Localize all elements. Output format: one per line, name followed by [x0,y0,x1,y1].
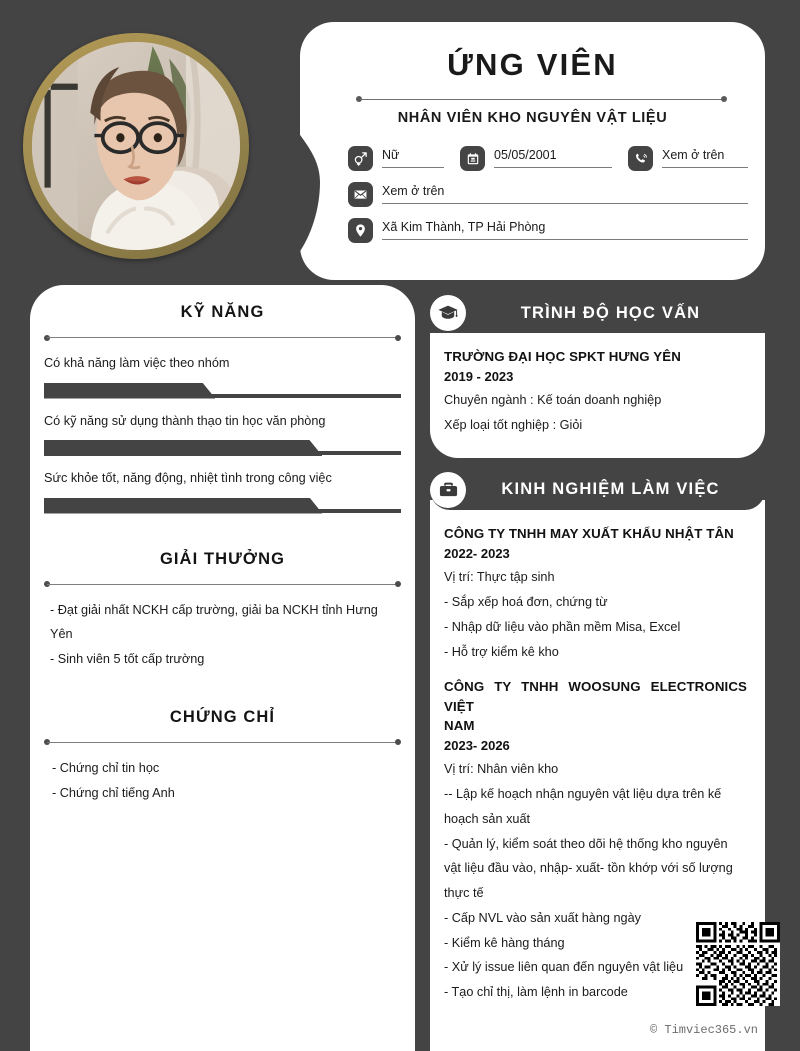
awards-divider [44,581,401,588]
contact-row-email [348,182,748,207]
education-panel [430,333,765,458]
job-duty: -- Lập kế hoạch nhận nguyên vật liệu dựa trên kế hoạch sản xuất [444,786,722,826]
divider-dot-right [395,739,401,745]
divider-dot-right [721,96,727,102]
education-grade: Xếp loại tốt nghiệp : Giỏi [444,418,583,433]
job-gap [444,664,747,677]
certificates-divider [44,739,401,746]
job-position: Vị trí: Thực tập sinh [444,570,555,585]
job-duty: - Nhập dữ liệu vào phần mềm Misa, Excel [444,619,681,634]
envelope-icon [348,182,373,207]
contact-row-address [348,218,748,243]
skill-bar [44,498,401,514]
skill-label: Có kỹ năng sử dụng thành thạo tin học văn phòng [44,413,326,428]
awards-title: GIẢI THƯỞNG [159,549,286,568]
divider-line [47,337,398,338]
phone-icon [628,146,653,171]
section-gap [430,458,765,470]
phone-value: Xem ở trên [662,146,748,168]
job-duty: - Cấp NVL vào sản xuất hàng ngày [444,910,642,925]
certificate-item: - Chứng chỉ tin học [52,760,160,775]
avatar-image [32,42,240,250]
title-divider [356,96,727,103]
certificates-title: CHỨNG CHỈ [169,707,276,726]
skill-label: Sức khỏe tốt, năng động, nhiệt tình trong công việc [44,471,332,485]
skill-bar-fill [44,440,322,456]
address-value: Xã Kim Thành, TP Hải Phòng [382,218,748,240]
gender-value: Nữ [382,146,444,168]
gender-icon [348,146,373,171]
divider-line [47,584,398,585]
divider-line [47,742,398,743]
qr-code-icon [696,922,780,1006]
experience-header [430,470,765,510]
skill-bar-fill [44,383,215,399]
divider-dot-right [395,335,401,341]
graduation-cap-icon [430,295,466,331]
skill-bar [44,383,401,399]
job-company: CÔNG TY TNHH WOOSUNG ELECTRONICS VIỆT [444,679,747,714]
education-major: Chuyên ngành : Kế toán doanh nghiệp [444,393,662,408]
job-duty: - Tạo chỉ thị, làm lệnh in barcode [444,985,628,1000]
divider-dot-right [395,581,401,587]
calendar-icon [460,146,485,171]
education-title: TRÌNH ĐỘ HỌC VẤN [520,303,701,322]
skills-divider [44,334,401,341]
certificates-section [44,690,401,806]
job-position: Vị trí: Nhân viên kho [444,762,559,777]
job-years: 2022- 2023 [444,546,510,562]
header-panel [300,22,765,280]
watermark: © Timviec365.vn [649,1023,758,1037]
job-company-cont: NAM [444,717,475,733]
avatar [23,33,249,259]
skill-bar-fill [44,498,322,514]
certificate-item: - Chứng chỉ tiếng Anh [52,785,175,800]
job-duty: - Quản lý, kiểm soát theo dõi hệ thống kho nguyên vật liệu đầu vào, nhập- xuất- tồn khớp với số lượng thực tế [444,836,733,901]
skill-bar [44,440,401,456]
skill-item [44,470,401,514]
email-value: Xem ở trên [382,182,748,204]
job-duty: - Xử lý issue liên quan đến nguyên vật liệu [444,960,684,975]
page-title: ỨNG VIÊN [447,47,618,82]
job-company: CÔNG TY TNHH MAY XUẤT KHẨU NHẬT TÂN [444,525,734,541]
contact-list [348,146,748,254]
awards-section [44,532,401,672]
job-title: NHÂN VIÊN KHO NGUYÊN VẬT LIỆU [397,110,668,126]
award-item: - Đạt giải nhất NCKH cấp trường, giải ba NCKH tỉnh Hưng Yên [50,602,378,642]
education-years: 2019 - 2023 [444,369,514,385]
right-column [430,293,765,1009]
birthday-value: 05/05/2001 [494,146,612,168]
location-pin-icon [348,218,373,243]
skill-item [44,355,401,399]
award-item: - Sinh viên 5 tốt cấp trường [50,652,205,667]
job-duty: - Hỗ trợ kiểm kê kho [444,644,559,659]
briefcase-icon [430,472,466,508]
job-duty: - Kiểm kê hàng tháng [444,935,565,950]
experience-title: KINH NGHIỆM LÀM VIỆC [501,480,720,499]
divider-line [360,99,723,100]
contact-row-primary [348,146,748,171]
education-school: TRƯỜNG ĐẠI HỌC SPKT HƯNG YÊN [444,349,681,364]
skill-label: Có khả năng làm việc theo nhóm [44,356,230,370]
left-column [30,285,415,1051]
job-duty: - Sắp xếp hoá đơn, chứng từ [444,595,608,610]
job-years: 2023- 2026 [444,738,510,754]
experience-job [444,524,747,664]
skill-item [44,413,401,457]
skills-title: KỸ NĂNG [180,303,265,321]
education-header [430,293,765,333]
